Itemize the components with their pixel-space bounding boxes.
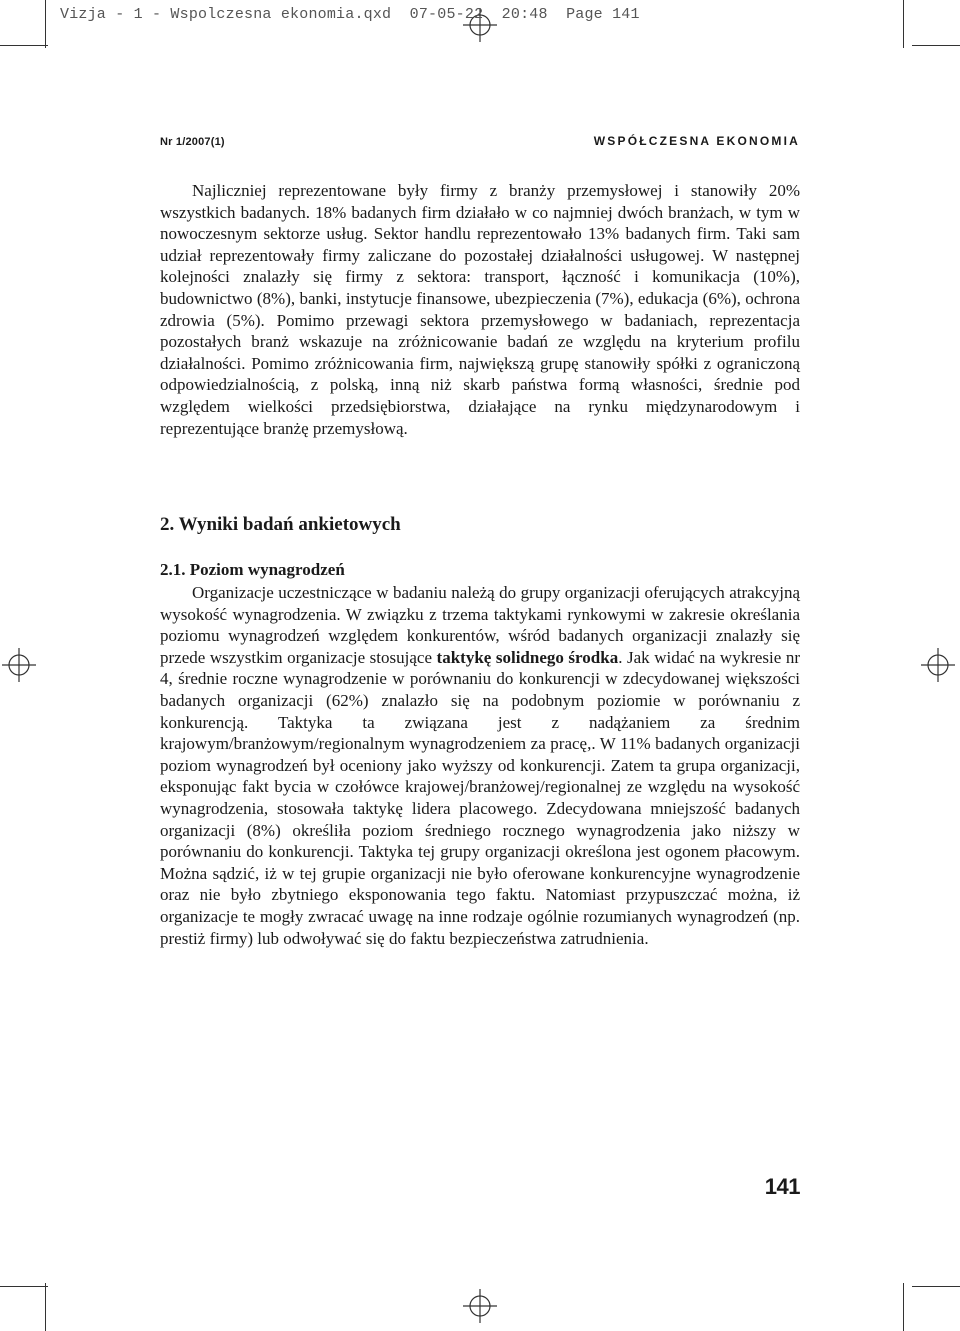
registration-mark-icon [921, 648, 955, 682]
printer-slug: Vizja - 1 - Wspolczesna ekonomia.qxd 07-05-22 20:48 Page 141 [60, 6, 640, 23]
issue-label: Nr 1/2007(1) [160, 136, 225, 148]
section-heading: 2. Wyniki badań ankietowych [160, 514, 401, 535]
body-paragraph [160, 582, 800, 949]
paragraph-text: . Jak widać na wykresie nr 4, średnie roczne wynagrodzenie w porównaniu do konkurencji w zdecydowanej większości badanych organizacji (62%) znalazło się na podobnym poziomie w porównaniu z konkurencją. Taktyka ta związana jest z nadążaniem za średnim krajowym/branżowym/regionalnym wynagrodzeniem za pracę,. W 11% badanych organizacji poziom wynagrodzeń był oceniony jako wyższy od konkurencji. Zatem ta grupa organizacji, eksponując fakt bycia w czołówce krajowej/branżowej/regionalnej ze względu na wysokość wynagrodzenia, stosowała taktykę lidera placowego. Zdecydowana mniejszość badanych organizacji (8%) określiła poziom średniego rocznego wynagrodzenia jako niższy w porównaniu do konkurencji. Taktyka tej grupy organizacji określona jest ogonem płacowym. Można sądzić, iż w tej grupie organizacji nie było oferowane konkurencyjne wynagrodzenie oraz nie było zbytniego eksponowania tego faktu. Natomiast przypuszczać można, iż organizacje te mogły zwracać uwagę na inne rodzaje ogólnie rozumianych wynagrodzeń (np. prestiż firmy) lub odwoływać się do faktu bezpieczeństwa zatrudnienia. [160, 647, 800, 948]
crop-mark [912, 45, 960, 46]
paragraph-text: Organizacje uczestniczące w badaniu należą do grupy organizacji oferujących atrakcyjną wysokość wynagrodzenia. W związku z trzema taktykami rynkowymi w zakresie określania poziomu wynagrodzeń względem konkurentów, wśród badanych organizacji znalazły się przede wszystkim organizacje stosujące [160, 583, 800, 667]
registration-mark-icon [2, 648, 36, 682]
crop-mark [45, 1283, 46, 1331]
crop-mark [903, 1283, 904, 1331]
crop-mark [0, 45, 48, 46]
journal-title: WSPÓŁCZESNA EKONOMIA [593, 134, 800, 148]
crop-mark [912, 1286, 960, 1287]
crop-mark [45, 0, 46, 48]
body-paragraph: Najliczniej reprezentowane były firmy z branży przemysłowej i stanowiły 20% wszystkich badanych. 18% badanych firm działało w co najmniej dwóch branżach, w tym w nowoczesnym sektorze usług. Sektor handlu reprezentowało 13% badanych firm. Taki sam udział reprezentowały firmy zaliczane do pozostałej działalności usługowej. W następnej kolejności znalazły się firmy z sektora: transport, łączność i komunikacja (10%), budownictwo (8%), banki, instytucje finansowe, ubezpieczenia (7%), edukacja (6%), ochrona zdrowia (5%). Pomimo przewagi sektora przemysłowego w badaniach, reprezentacja pozostałych branż wskazuje na zróżnicowanie badań ze względu na kryterium profilu działalności. Pomimo zróżnicowania firm, największą grupę stanowiły spółki z ograniczoną odpowiedzialnością, z polską, inną niż skarb państwa formą własności, średnie pod względem wielkości przedsiębiorstwa, działające na rynku międzynarodowym i reprezentujące branżę przemysłową. [160, 181, 800, 438]
crop-mark [0, 1286, 48, 1287]
crop-mark [903, 0, 904, 48]
page-number: 141 [764, 1174, 800, 1199]
registration-mark-icon [463, 1289, 497, 1323]
subsection-heading: 2.1. Poziom wynagrodzeń [160, 560, 345, 579]
emphasized-term: taktykę solidnego środka [436, 647, 619, 667]
